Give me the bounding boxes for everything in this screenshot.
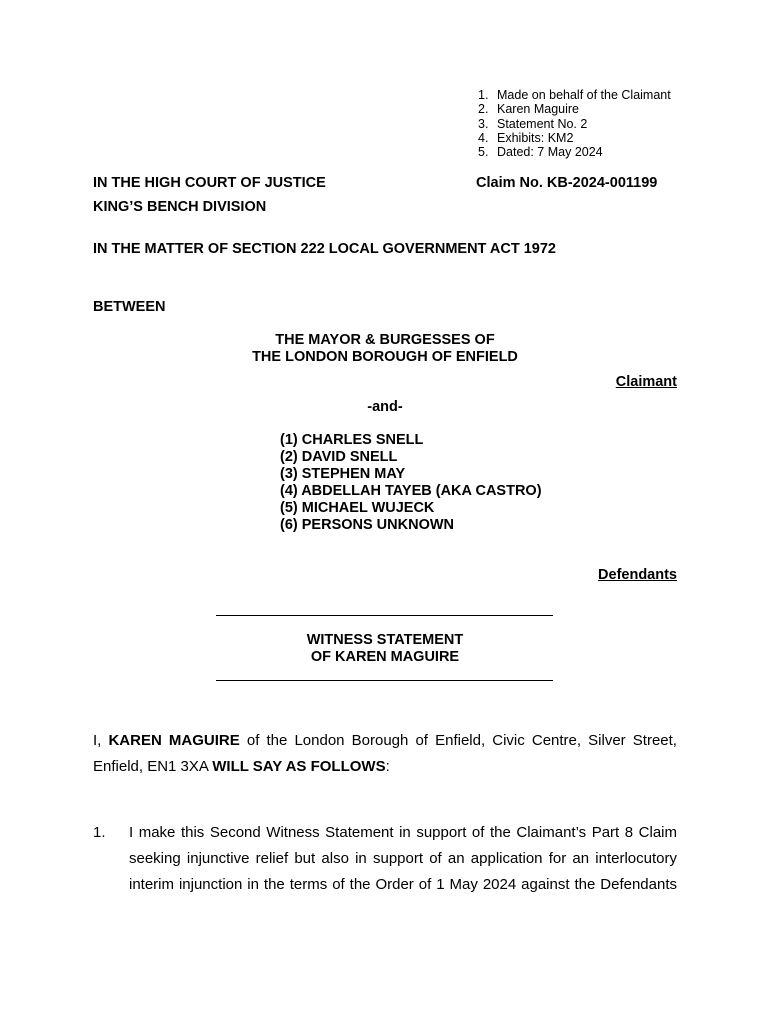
between-heading: BETWEEN [93, 299, 166, 315]
paragraph-line: I make this Second Witness Statement in support of the Claimant’s Part 8 Claim [129, 824, 677, 841]
metadata-item-text: Dated: 7 May 2024 [497, 145, 603, 160]
metadata-item-text: Statement No. 2 [497, 116, 588, 131]
document-title-line: OF KAREN MAGUIRE [310, 649, 460, 665]
defendant-item: (3) STEPHEN MAY [280, 466, 406, 482]
intro-paragraph [93, 728, 677, 780]
metadata-item-number: 1. [478, 88, 489, 102]
defendant-item: (6) PERSONS UNKNOWN [280, 517, 455, 533]
court-division: KING’S BENCH DIVISION [93, 199, 267, 215]
title-top-rule [216, 615, 553, 616]
claimant-label: Claimant [615, 374, 677, 390]
defendants-list [280, 432, 542, 534]
matter-heading: IN THE MATTER OF SECTION 222 LOCAL GOVERNMENT ACT 1972 [93, 241, 556, 257]
court-name: IN THE HIGH COURT OF JUSTICE [93, 175, 326, 191]
metadata-item [478, 131, 671, 145]
document-title [0, 632, 770, 666]
paragraph-number: 1. [93, 824, 106, 841]
will-say-phrase: WILL SAY AS FOLLOWS [212, 758, 386, 775]
defendant-item: (2) DAVID SNELL [280, 449, 398, 465]
paragraph-line: seeking injunctive relief but also in support of an application for an interlocutory [129, 850, 677, 867]
metadata-item-text: Exhibits: KM2 [497, 130, 574, 145]
document-title-line: WITNESS STATEMENT [306, 632, 464, 648]
metadata-item-number: 4. [478, 130, 489, 145]
metadata-item-number: 5. [478, 145, 489, 160]
metadata-item [478, 88, 671, 102]
defendant-item: (5) MICHAEL WUJECK [280, 500, 435, 516]
claimant-name-line: THE MAYOR & BURGESSES OF [275, 332, 495, 348]
defendant-item: (1) CHARLES SNELL [280, 432, 424, 448]
claim-number: Claim No. KB-2024-001199 [476, 175, 658, 191]
defendant-item: (4) ABDELLAH TAYEB (AKA CASTRO) [280, 483, 542, 499]
metadata-item-text: Karen Maguire [497, 102, 579, 117]
paragraph-line: interim injunction in the terms of the Order of 1 May 2024 against the Defendants [129, 876, 677, 893]
metadata-item [478, 145, 671, 159]
paragraph-1 [129, 820, 677, 898]
statement-metadata-list [478, 88, 671, 159]
metadata-item-number: 2. [478, 102, 489, 117]
and-separator: -and- [367, 399, 403, 415]
metadata-item [478, 117, 671, 131]
witness-name: KAREN MAGUIRE [108, 732, 240, 749]
metadata-item [478, 102, 671, 116]
claimant-name-line: THE LONDON BOROUGH OF ENFIELD [252, 349, 518, 365]
claimant-name [0, 332, 770, 366]
intro-suffix: : [385, 758, 390, 775]
intro-prefix: I, [93, 732, 109, 749]
title-bottom-rule [216, 680, 553, 681]
defendants-label: Defendants [598, 567, 677, 583]
metadata-item-text: Made on behalf of the Claimant [497, 88, 671, 102]
metadata-item-number: 3. [478, 116, 489, 131]
intro-address: of the London Borough of Enfield, Civic Centre, Silver Street, Enfield, EN1 3XA [93, 732, 677, 775]
